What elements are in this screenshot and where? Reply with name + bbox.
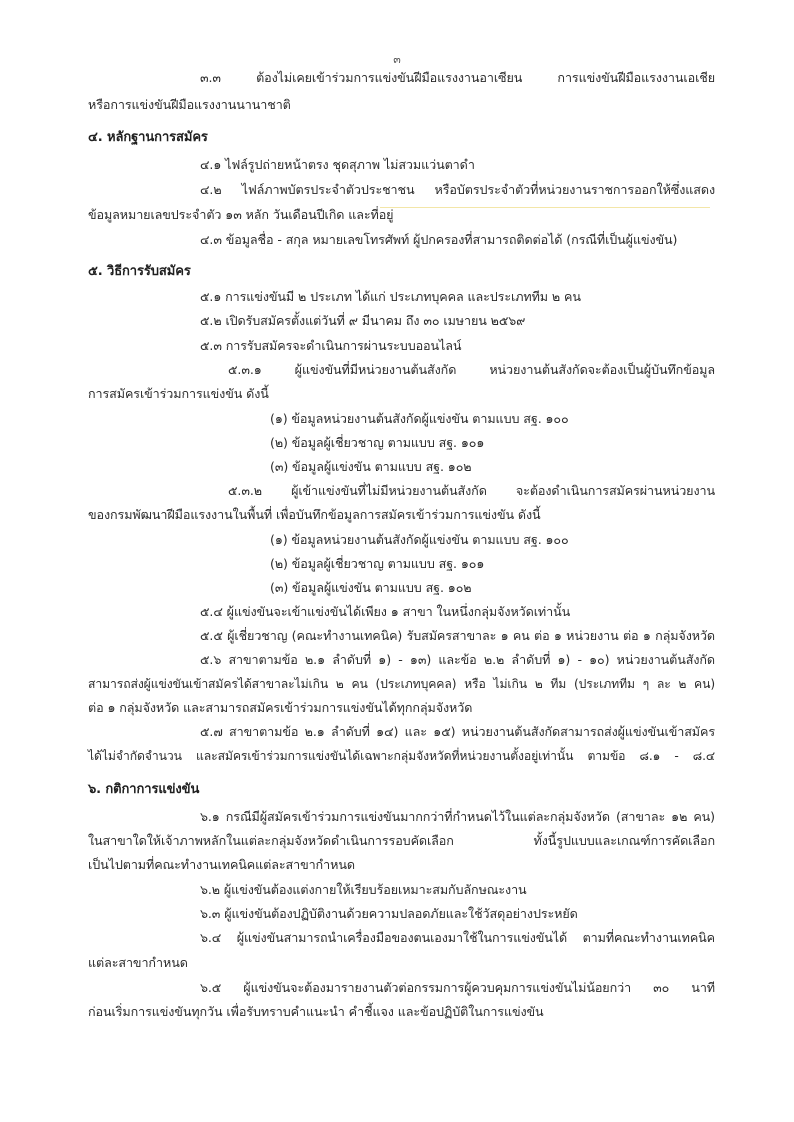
- item-5-3-1-sub-2: (๒) ข้อมูลผู้เชี่ยวชาญ ตามแบบ สฐ. ๑๐๑: [270, 435, 485, 450]
- item-5-3-2-line1: ๕.๓.๒ ผู้เข้าแข่งขันที่ไม่มีหน่วยงานต้นสังกัด จะต้องดำเนินการสมัครผ่านหน่วยงาน: [228, 483, 715, 498]
- item-5-3-2-sub-3: (๓) ข้อมูลผู้แข่งขัน ตามแบบ สฐ. ๑๐๒: [270, 580, 472, 595]
- item-5-6-line2: สามารถส่งผู้แข่งขันเข้าสมัครได้สาขาละไม่เกิน ๒ คน (ประเภทบุคคล) หรือ ไม่เกิน ๒ ทีม (ประเภททีม ๆ ละ ๒ คน): [88, 677, 715, 691]
- item-5-1: ๕.๑ การแข่งขันมี ๒ ประเภท ได้แก่ ประเภทบุคคล และประเภททีม ๒ คน: [200, 289, 581, 304]
- item-4-2-line1: ๔.๒ ไฟล์ภาพบัตรประจำตัวประชาชน หรือบัตรประจำตัวที่หน่วยงานราชการออกให้ซึ่งแสดง: [200, 182, 715, 197]
- item-6-1-line2: ในสาขาใดให้เจ้าภาพหลักในแต่ละกลุ่มจังหวัดดำเนินการรอบคัดเลือก ทั้งนี้รูปแบบและเกณฑ์การคัดเลือก: [88, 833, 715, 848]
- item-5-3-1-sub-3: (๓) ข้อมูลผู้แข่งขัน ตามแบบ สฐ. ๑๐๒: [270, 459, 472, 474]
- item-6-1-line3: เป็นไปตามที่คณะทำงานเทคนิคแต่ละสาขากำหนด: [88, 857, 355, 872]
- item-6-5-line2: ก่อนเริ่มการแข่งขันทุกวัน เพื่อรับทราบคำแนะนำ คำชี้แจง และข้อปฏิบัติในการแข่งขัน: [88, 1004, 544, 1019]
- item-5-6-line1: ๕.๖ สาขาตามข้อ ๒.๑ ลำดับที่ ๑) - ๑๓) และข้อ ๒.๒ ลำดับที่ ๑) - ๑๐) หน่วยงานต้นสังกัด: [200, 652, 715, 667]
- section-6-heading: ๖. กติกาการแข่งขัน: [88, 782, 200, 797]
- item-4-2-line2: ข้อมูลหมายเลขประจำตัว ๑๓ หลัก วันเดือนปีเกิด และที่อยู่: [88, 207, 394, 222]
- scan-artifact-line: [380, 207, 710, 208]
- item-6-4-line2: แต่ละสาขากำหนด: [88, 955, 188, 970]
- item-6-2: ๖.๒ ผู้แข่งขันต้องแต่งกายให้เรียบร้อยเหมาะสมกับลักษณะงาน: [200, 882, 527, 897]
- item-5-5: ๕.๕ ผู้เชี่ยวชาญ (คณะทำงานเทคนิค) รับสมัครสาขาละ ๑ คน ต่อ ๑ หน่วยงาน ต่อ ๑ กลุ่มจังหวัด: [200, 628, 715, 643]
- item-5-4: ๕.๔ ผู้แข่งขันจะเข้าแข่งขันได้เพียง ๑ สาขา ในหนึ่งกลุ่มจังหวัดเท่านั้น: [200, 604, 571, 619]
- item-5-3-2-line2: ของกรมพัฒนาฝีมือแรงงานในพื้นที่ เพื่อบันทึกข้อมูลการสมัครเข้าร่วมการแข่งขัน ดังนี้: [88, 507, 541, 522]
- item-5-3: ๕.๓ การรับสมัครจะดำเนินการผ่านระบบออนไลน์: [200, 338, 462, 353]
- item-5-3-1-line2: การสมัครเข้าร่วมการแข่งขัน ดังนี้: [88, 386, 269, 401]
- item-4-1: ๔.๑ ไฟล์รูปถ่ายหน้าตรง ชุดสุภาพ ไม่สวมแว่นตาดำ: [200, 157, 475, 172]
- item-5-3-1-line1: ๕.๓.๑ ผู้แข่งขันที่มีหน่วยงานต้นสังกัด หน่วยงานต้นสังกัดจะต้องเป็นผู้บันทึกข้อมูล: [228, 362, 715, 377]
- item-6-3: ๖.๓ ผู้แข่งขันต้องปฏิบัติงานด้วยความปลอดภัยและใช้วัสดุอย่างประหยัด: [200, 906, 578, 921]
- item-3-3-line2: หรือการแข่งขันฝีมือแรงงานนานาชาติ: [88, 97, 291, 112]
- item-5-3-2-sub-1: (๑) ข้อมูลหน่วยงานต้นสังกัดผู้แข่งขัน ตามแบบ สฐ. ๑๐๐: [270, 532, 569, 547]
- item-4-3: ๔.๓ ข้อมูลชื่อ - สกุล หมายเลขโทรศัพท์ ผู้ปกครองที่สามารถติดต่อได้ (กรณีที่เป็นผู้แข่งขัน): [200, 232, 678, 247]
- item-5-2: ๕.๒ เปิดรับสมัครตั้งแต่วันที่ ๙ มีนาคม ถึง ๓๐ เมษายน ๒๕๖๙: [200, 313, 526, 328]
- item-5-3-1-sub-1: (๑) ข้อมูลหน่วยงานต้นสังกัดผู้แข่งขัน ตามแบบ สฐ. ๑๐๐: [270, 411, 569, 426]
- section-4-heading: ๔. หลักฐานการสมัคร: [88, 130, 208, 145]
- item-5-3-2-sub-2: (๒) ข้อมูลผู้เชี่ยวชาญ ตามแบบ สฐ. ๑๐๑: [270, 556, 485, 571]
- item-6-1-line1: ๖.๑ กรณีมีผู้สมัครเข้าร่วมการแข่งขันมากกว่าที่กำหนดไว้ในแต่ละกลุ่มจังหวัด (สาขาละ ๑๒ คน): [200, 809, 715, 824]
- item-5-7-line1: ๕.๗ สาขาตามข้อ ๒.๑ ลำดับที่ ๑๔) และ ๑๕) หน่วยงานต้นสังกัดสามารถส่งผู้แข่งขันเข้าสมัคร: [200, 724, 715, 739]
- page-number: ๓: [393, 53, 401, 66]
- item-5-6-line3: ต่อ ๑ กลุ่มจังหวัด และสามารถสมัครเข้าร่วมการแข่งขันได้ทุกกลุ่มจังหวัด: [88, 700, 473, 715]
- item-3-3-line1: ๓.๓ ต้องไม่เคยเข้าร่วมการแข่งขันฝีมือแรงงานอาเซียน การแข่งขันฝีมือแรงงานเอเชีย: [200, 70, 715, 85]
- item-5-7-line2: ได้ไม่จำกัดจำนวน และสมัครเข้าร่วมการแข่งขันได้เฉพาะกลุ่มจังหวัดที่หน่วยงานตั้งอยู่เท่านั้น ตามข้อ ๘.๑ - ๘.๔: [88, 749, 715, 763]
- item-6-5-line1: ๖.๕ ผู้แข่งขันจะต้องมารายงานตัวต่อกรรมการผู้ควบคุมการแข่งขันไม่น้อยกว่า ๓๐ นาที: [200, 980, 715, 995]
- item-6-4-line1: ๖.๔ ผู้แข่งขันสามารถนำเครื่องมือของตนเองมาใช้ในการแข่งขันได้ ตามที่คณะทำงานเทคนิค: [200, 930, 715, 945]
- section-5-heading: ๕. วิธีการรับสมัคร: [88, 264, 191, 279]
